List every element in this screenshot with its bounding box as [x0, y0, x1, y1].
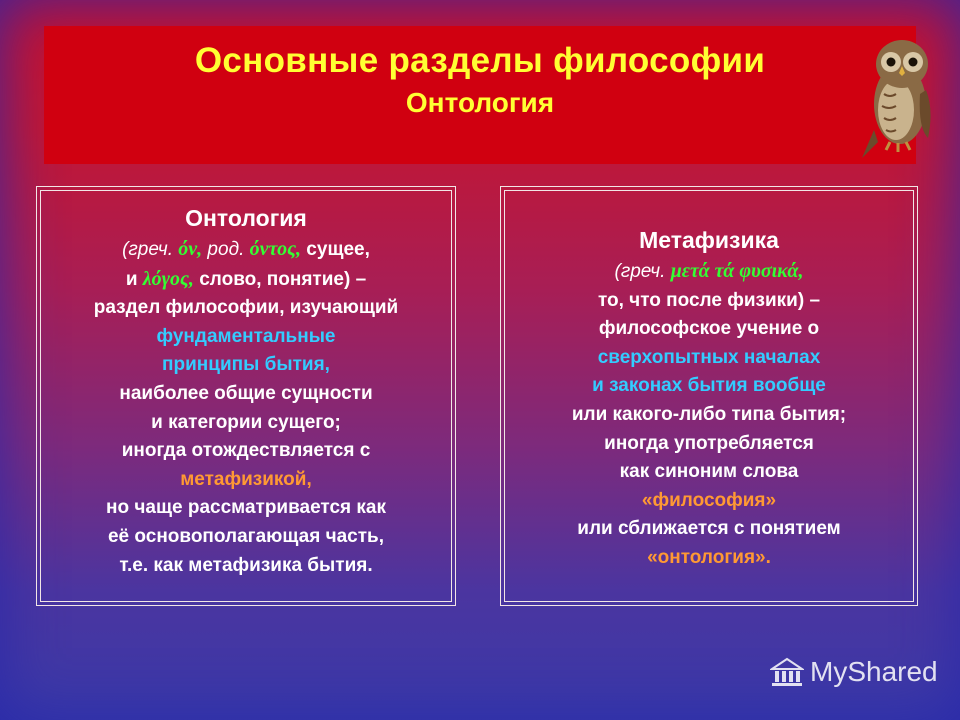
text-span: (греч.: [122, 239, 179, 260]
metaphysics-line-2: то, что после физики) –: [597, 289, 821, 311]
greek-term: όν,: [178, 238, 203, 260]
text-span: род.: [202, 239, 250, 260]
greek-term: όντος,: [249, 238, 302, 260]
ontology-line-7: и категории сущего;: [151, 411, 341, 433]
ontology-line-6: наиболее общие сущности: [119, 382, 373, 404]
slide-subtitle: Онтология: [405, 87, 555, 118]
text-span: и: [125, 268, 143, 290]
watermark: [770, 656, 938, 688]
metaphysics-line-11: «онтология».: [647, 546, 771, 568]
ontology-text: [37, 187, 455, 580]
metaphysics-line-7: иногда употребляется: [604, 432, 814, 454]
watermark-text: MyShared: [810, 656, 938, 687]
owl-icon: [856, 30, 940, 160]
metaphysics-line-6: или какого-либо типа бытия;: [571, 403, 847, 425]
ontology-line-8: иногда отождествляется с: [121, 440, 371, 462]
metaphysics-line-4: сверхопытных началах: [597, 346, 821, 368]
metaphysics-card: [500, 186, 918, 606]
text-span: слово, понятие) –: [193, 268, 367, 290]
ontology-line-10: но чаще рассматривается как: [106, 497, 386, 519]
text-span: сущее,: [301, 239, 370, 260]
ontology-line-1: [37, 235, 455, 265]
slide-header: [44, 26, 916, 164]
ontology-line-2: [37, 265, 455, 295]
ontology-line-12: т.е. как метафизика бытия.: [119, 554, 373, 576]
metaphysics-line-5: и законах бытия вообще: [592, 375, 826, 397]
greek-term: μετά τά φυσικά,: [670, 260, 804, 282]
metaphysics-title: Метафизика: [639, 227, 779, 253]
greek-term: λόγος,: [142, 267, 194, 290]
slide-title: Основные разделы философии: [194, 41, 766, 80]
metaphysics-line-3: философское учение о: [598, 318, 820, 340]
ontology-line-5: принципы бытия,: [162, 354, 330, 376]
building-icon: [770, 657, 804, 687]
ontology-card: [36, 186, 456, 606]
ontology-line-9: метафизикой,: [180, 468, 312, 490]
ontology-title: Онтология: [185, 205, 307, 231]
ontology-line-4: фундаментальные: [156, 325, 336, 347]
metaphysics-line-9: «философия»: [641, 489, 777, 511]
ontology-line-11: её основополагающая часть,: [107, 525, 385, 547]
ontology-line-3: раздел философии, изучающий: [93, 297, 399, 319]
metaphysics-line-10: или сближается с понятием: [577, 518, 841, 540]
metaphysics-text: [501, 187, 917, 573]
text-span: (греч.: [614, 261, 671, 282]
metaphysics-line-1: [501, 257, 917, 287]
metaphysics-line-8: как синоним слова: [619, 461, 799, 483]
